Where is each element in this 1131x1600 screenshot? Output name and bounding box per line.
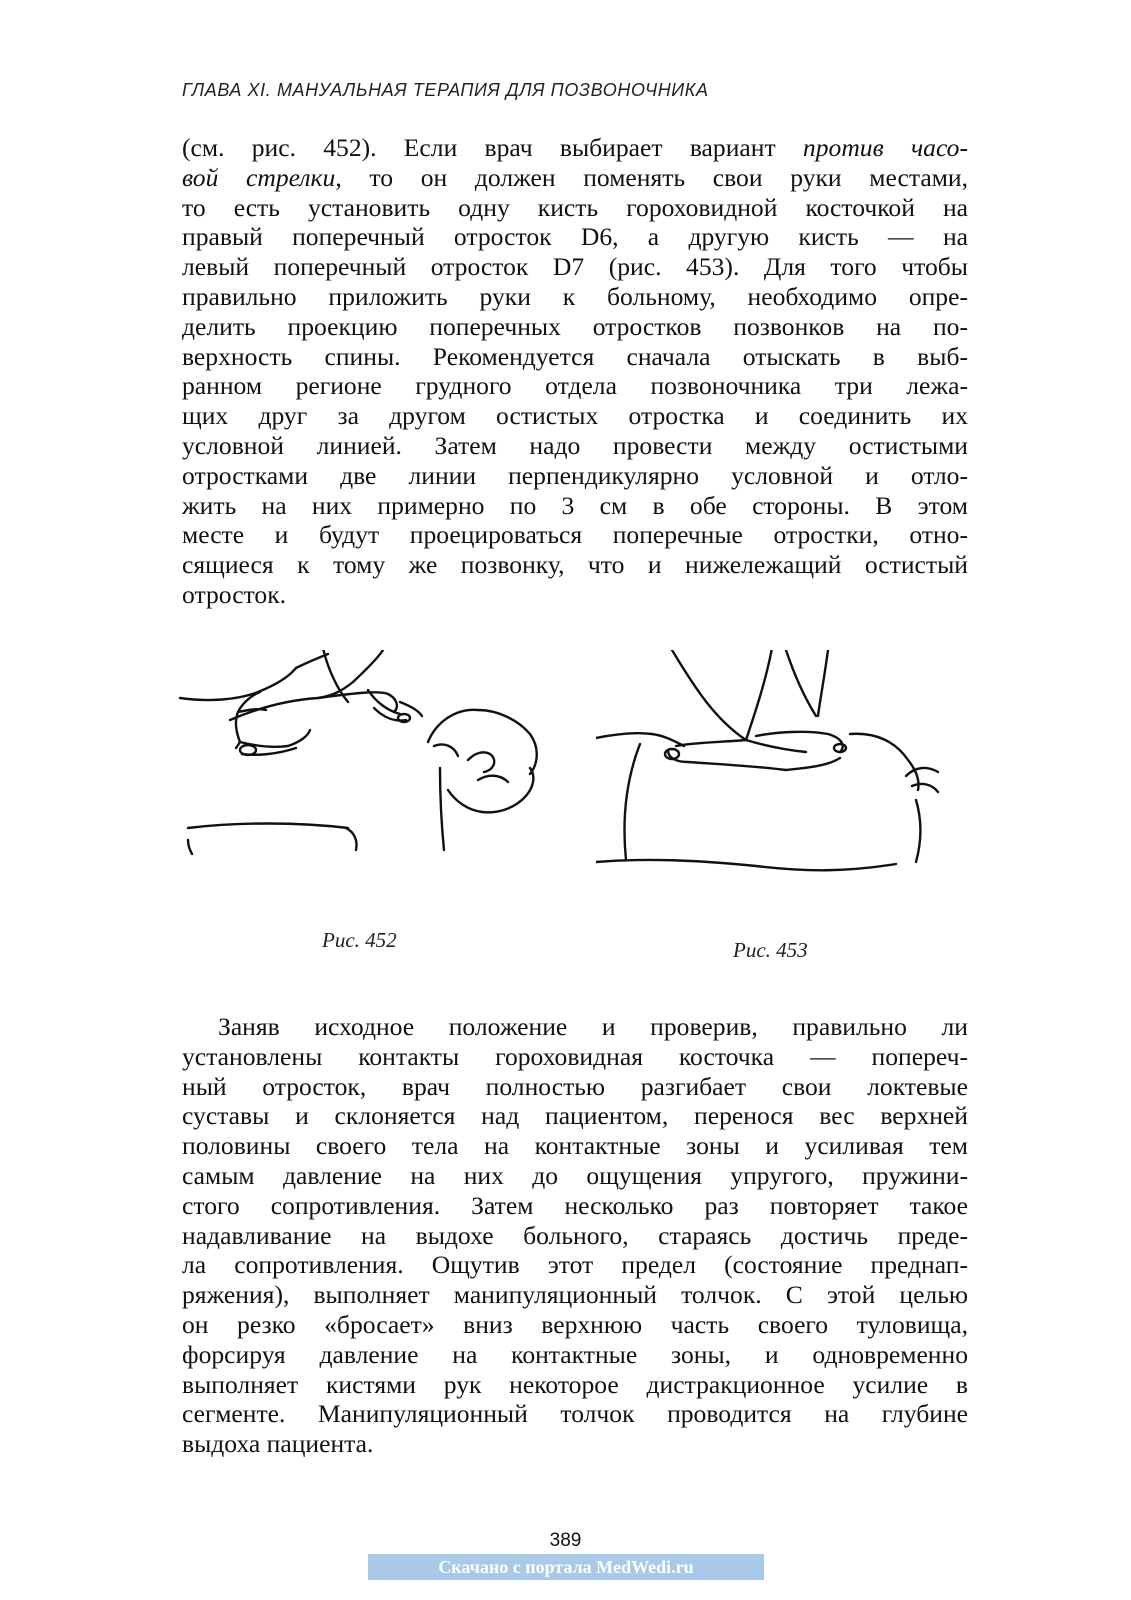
text-line: ряжения), выполняет манипуляционный толчок. С этой целью [182, 1280, 968, 1310]
paragraph-1 [182, 133, 968, 610]
text-line: то есть установить одну кисть гороховидной косточкой на [182, 192, 968, 222]
text-line: надавливание на выдохе больного, стараясь достичь преде- [182, 1220, 968, 1250]
text-line: половины своего тела на контактные зоны и усиливая тем [182, 1131, 968, 1161]
text-line: месте и будут проецироваться поперечные отростки, отно- [182, 520, 968, 550]
figure-452-illustration [178, 650, 568, 900]
text-line: установлены контакты гороховидная косточка — попереч- [182, 1041, 968, 1071]
text-line: он резко «бросает» вниз верхнюю часть своего туловища, [182, 1309, 968, 1339]
text-line: ла сопротивления. Ощутив этот предел (состояние преднап- [182, 1250, 968, 1280]
figure-453-illustration [596, 650, 966, 900]
text-line: стого сопротивления. Затем несколько раз повторяет такое [182, 1190, 968, 1220]
text-line: Заняв исходное положение и проверив, правильно ли [218, 1012, 968, 1041]
text-line: выполняет кистями рук некоторое дистракционное усилие в [182, 1369, 968, 1399]
figure-453-caption: Рис. 453 [733, 938, 808, 962]
text-line: делить проекцию поперечных отростков позвонков на по- [182, 311, 968, 341]
text-line: правый поперечный отросток D6, а другую кисть — на [182, 222, 968, 252]
text-line: форсируя давление на контактные зоны, и одновременно [182, 1339, 968, 1369]
text-line: ранном регионе грудного отдела позвоночника три лежа- [182, 371, 968, 401]
text-line: суставы и склоняется над пациентом, перенося вес верхней [182, 1101, 968, 1131]
text-line: условной линией. Затем надо провести между остистыми [182, 430, 968, 460]
text-line: выдоха пациента. [182, 1429, 374, 1459]
watermark-banner[interactable]: Скачано с портала MedWedi.ru [368, 1554, 764, 1580]
text-line: правильно приложить руки к больному, необходимо опре- [182, 281, 968, 311]
text-line: отростками две линии перпендикулярно условной и отло- [182, 460, 968, 490]
text-line: (см. рис. 452). Если врач выбирает вариант против часо- [182, 133, 968, 162]
text-line: левый поперечный отросток D7 (рис. 453). Для того чтобы [182, 252, 968, 282]
text-line: отросток. [182, 579, 287, 609]
text-line: ный отросток, врач полностью разгибает свои локтевые [182, 1071, 968, 1101]
text-line: сегменте. Манипуляционный толчок проводится на глубине [182, 1399, 968, 1429]
text-line: жить на них примерно по 3 см в обе стороны. В этом [182, 490, 968, 520]
text-line: самым давление на них до ощущения упругого, пружини- [182, 1160, 968, 1190]
text-line: сящиеся к тому же позвонку, что и нижележащий остистый [182, 550, 968, 580]
figure-452-caption: Рис. 452 [322, 928, 397, 952]
text-line: верхность спины. Рекомендуется сначала отыскать в выб- [182, 341, 968, 371]
running-head: ГЛАВА XI. МАНУАЛЬНАЯ ТЕРАПИЯ ДЛЯ ПОЗВОНОЧНИКА [182, 80, 709, 100]
text-line: вой стрелки, то он должен поменять свои руки местами, [182, 162, 968, 192]
text-line: щих друг за другом остистых отростка и соединить их [182, 401, 968, 431]
page-number: 389 [549, 1530, 582, 1551]
paragraph-2 [182, 1012, 968, 1459]
